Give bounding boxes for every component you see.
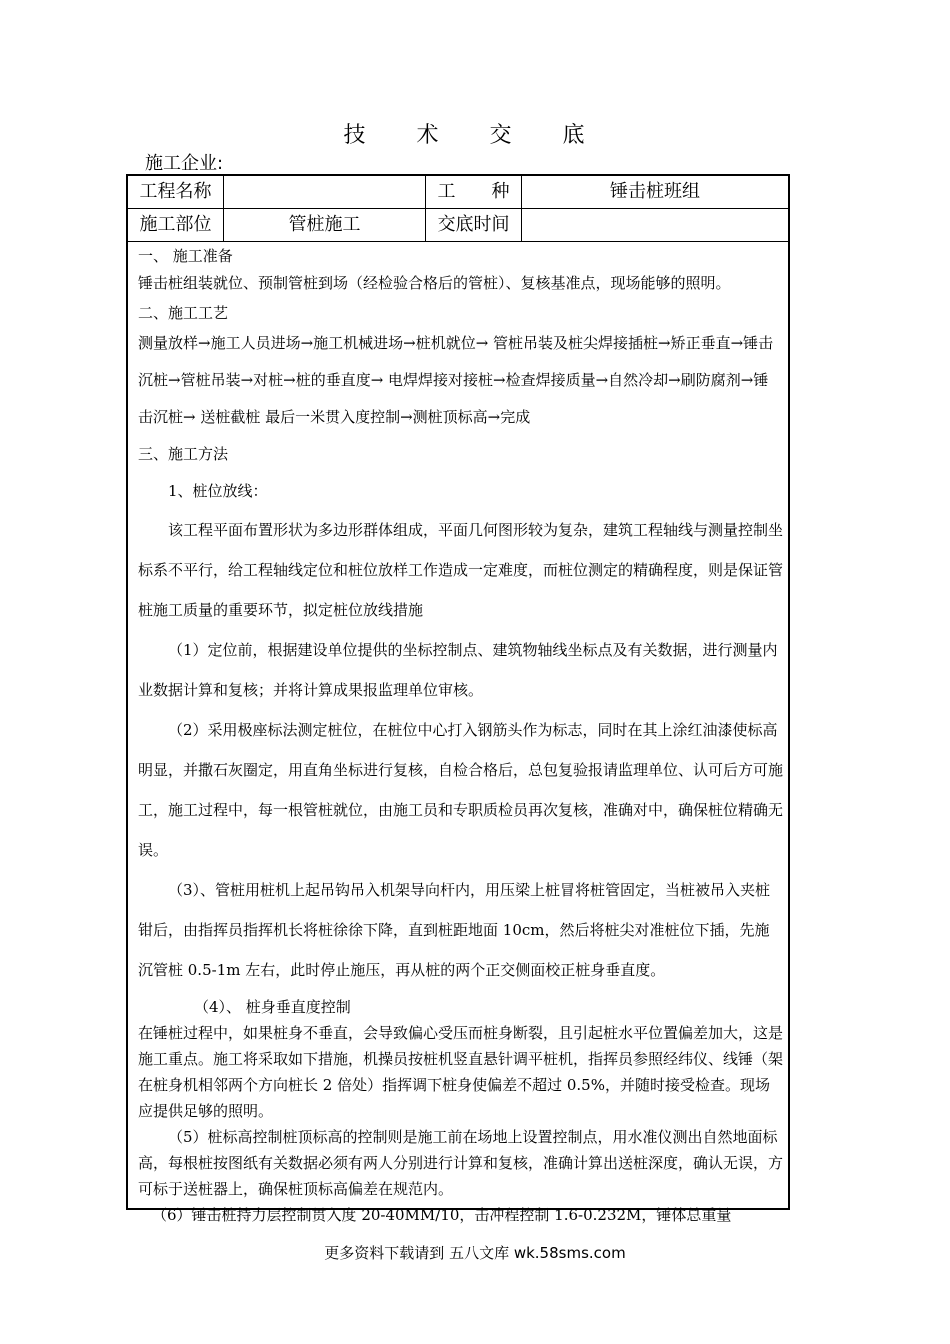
disclosure-form [126,174,790,1224]
disclosure-time-label: 交底时间 [426,209,522,241]
trade-value: 锤击桩班组 [610,181,700,202]
company-label: 施工企业: [145,153,224,174]
section-3-sub-1: 1、桩位放线： [168,482,268,500]
disclosure-content [138,244,783,1228]
construction-part-value: 管桩施工 [224,209,426,241]
section-3-heading: 三、施工方法 [138,445,229,463]
header-row-1 [128,176,788,209]
document-title: 技 术 交 底 [343,123,607,148]
section-3-item-4-text: 在锤桩过程中，如果桩身不垂直，会导致偏心受压而桩身断裂，且引起桩水平位置偏差加大，这是施工重点。施工将采取如下措施，机操员按桩机竖直悬针调平桩机，指挥员参照经纬仪、线锤（架在桩身机相邻两个方向桩长 2 倍处）指挥调下桩身使偏差不超过 0.5%，并随时接受检查。现场应提供足够的照明。 [138,1024,784,1120]
section-3-item-5: （5）桩标高控制桩顶标高的控制则是施工前在场地上设置控制点，用水准仪测出自然地面标高，每根桩按图纸有关数据必须有两人分别进行计算和复核，准确计算出送桩深度，确认无误，方可标于送桩器上，确保桩顶标高偏差在规范内。 [138,1128,784,1198]
section-3-item-1: （1）定位前，根据建设单位提供的坐标控制点、建筑物轴线坐标点及有关数据，进行测量内业数据计算和复核；并将计算成果报监理单位审核。 [138,641,778,699]
section-2-text: 测量放样→施工人员进场→施工机械进场→桩机就位→ 管桩吊装及桩尖焊接插桩→矫正垂直→锤击沉桩→管桩吊装→对桩→桩的垂直度→ 电焊焊接对接桩→检查焊接质量→自然冷却→刷防腐剂→锤击沉桩→ 送桩截桩 最后一米贯入度控制→测桩顶标高→完成 [138,334,774,426]
section-2-heading: 二、施工工艺 [138,304,229,322]
trade-label: 工 种 [426,176,522,208]
project-name-value [224,176,426,208]
footer-download-note: 更多资料下载请到 五八文库 wk.58sms.com [324,1244,626,1262]
section-3-item-2: （2）采用极座标法测定桩位，在桩位中心打入钢筋头作为标志，同时在其上涂红油漆使标高明显，并撒石灰圈定，用直角坐标进行复核，自检合格后，总包复验报请监理单位、认可后方可施工，施工过程中，每一根管桩就位，由施工员和专职质检员再次复核，准确对中，确保桩位精确无误。 [138,721,784,859]
header-row-2 [128,209,788,242]
section-3-item-3: （3）、管桩用桩机上起吊钩吊入机架导向杆内，用压梁上桩冒将桩管固定，当桩被吊入夹桩钳后，由指挥员指挥机长将桩徐徐下降，直到桩距地面 10cm，然后将桩尖对准桩位下插，先施沉管桩 0.5-1m 左右，此时停止施压，再从桩的两个正交侧面校正桩身垂直度。 [138,881,771,979]
project-name-label: 工程名称 [128,176,224,208]
section-1-heading: 一、 施工准备 [138,247,233,265]
section-3-item-6: （6）锤击桩持力层控制贯入度 20-40MM/10，击冲程控制 1.6-0.232M，锤体总重量 [152,1206,732,1224]
section-1-text: 锤击桩组装就位、预制管桩到场（经检验合格后的管桩）、复核基准点，现场能够的照明。 [138,274,731,292]
disclosure-time-value [522,209,788,241]
section-3-paragraph-1: 该工程平面布置形状为多边形群体组成，平面几何图形较为复杂，建筑工程轴线与测量控制坐标系不平行，给工程轴线定位和桩位放样工作造成一定难度，而桩位测定的精确程度，则是保证管桩施工质量的重要环节，拟定桩位放线措施 [138,521,784,619]
section-3-item-4-heading: （4）、 桩身垂直度控制 [194,998,351,1016]
construction-part-label: 施工部位 [128,209,224,241]
